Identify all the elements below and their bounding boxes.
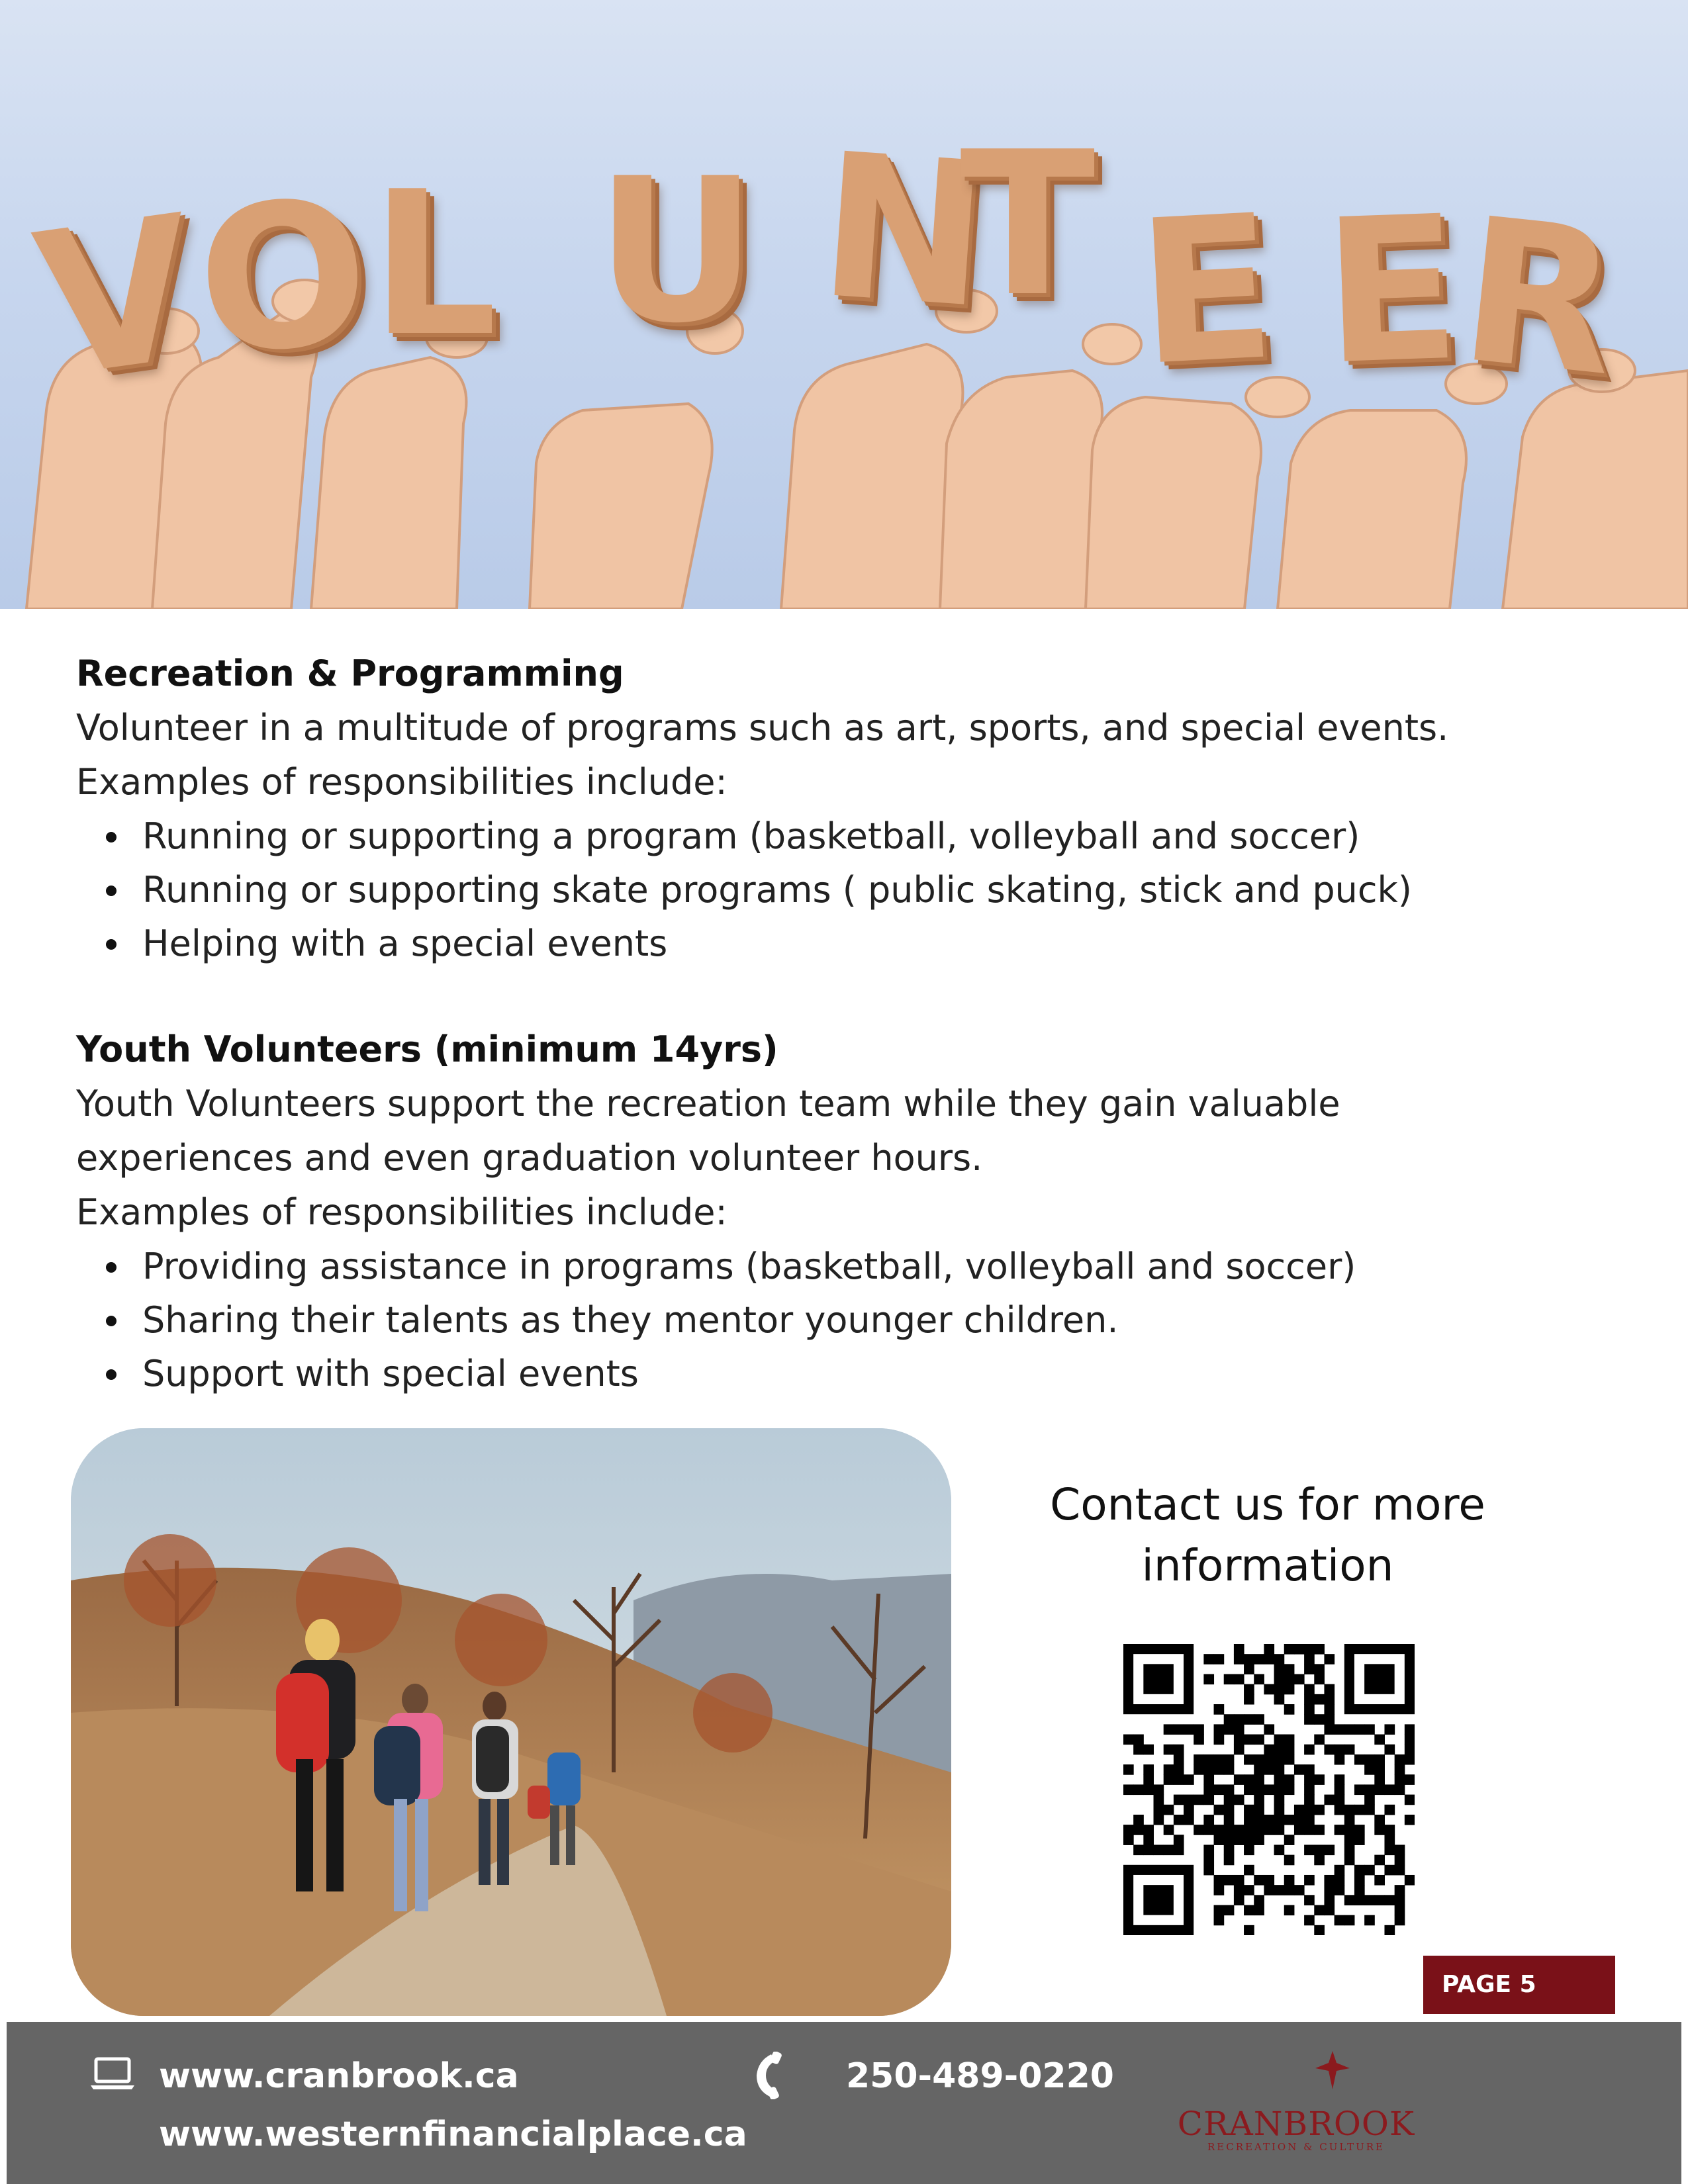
youth-list xyxy=(76,1240,1612,1400)
list-item: Running or supporting a program (basketball, volleyball and soccer) xyxy=(76,809,1612,863)
qr-code[interactable] xyxy=(1123,1644,1415,1935)
hero-letter: O xyxy=(191,156,375,399)
hiking-photo xyxy=(71,1428,951,2016)
phone-number[interactable]: 250-489-0220 xyxy=(846,2056,1114,2096)
recreation-section xyxy=(76,647,1612,970)
hero-letter: T xyxy=(960,109,1096,340)
recreation-intro: Volunteer in a multitude of programs such as art, sports, and special events. xyxy=(76,707,1449,749)
hero-letter: V xyxy=(24,172,209,423)
page-number-badge: PAGE 5 xyxy=(1423,1956,1615,2014)
phone-icon xyxy=(751,2052,784,2099)
contact-line-1: Contact us for more xyxy=(1050,1479,1485,1530)
recreation-list xyxy=(76,809,1612,970)
volunteer-wood-letters xyxy=(0,0,1688,609)
contact-heading xyxy=(993,1475,1542,1596)
hero-letter: E xyxy=(1132,171,1280,410)
hero-letter: R xyxy=(1451,174,1628,421)
list-item: Running or supporting skate programs ( public skating, stick and puck) xyxy=(76,863,1612,917)
website-link-western-financial-place[interactable]: www.westernfinancialplace.ca xyxy=(159,2115,747,2154)
youth-intro-line-2: experiences and even graduation volunteer hours. xyxy=(76,1137,983,1179)
youth-examples-label: Examples of responsibilities include: xyxy=(76,1191,727,1233)
list-item: Support with special events xyxy=(76,1347,1612,1400)
hero-letter: U xyxy=(596,136,757,367)
website-link-cranbrook[interactable]: www.cranbrook.ca xyxy=(159,2056,519,2096)
youth-intro-line-1: Youth Volunteers support the recreation team while they gain valuable xyxy=(76,1083,1340,1124)
recreation-examples-label: Examples of responsibilities include: xyxy=(76,761,727,803)
contact-line-2: information xyxy=(1141,1540,1394,1591)
youth-section xyxy=(76,1023,1612,1400)
bird-logo-icon xyxy=(1313,2048,1352,2092)
cranbrook-logo-text: CRANBROOK xyxy=(1177,2105,1415,2143)
hero-letter: L xyxy=(371,149,498,380)
recreation-title: Recreation & Programming xyxy=(76,653,624,694)
list-item: Sharing their talents as they mentor younger children. xyxy=(76,1293,1612,1347)
list-item: Helping with a special events xyxy=(76,917,1612,970)
hero-letter: E xyxy=(1319,173,1464,409)
hero-letter: N xyxy=(813,110,995,353)
list-item: Providing assistance in programs (basketball, volleyball and soccer) xyxy=(76,1240,1612,1293)
hero-banner xyxy=(0,0,1688,609)
hiking-illustration xyxy=(71,1428,951,2016)
qr-code-graphic xyxy=(1123,1644,1415,1935)
footer-bar xyxy=(7,2022,1681,2184)
cranbrook-logo-subtext: RECREATION & CULTURE xyxy=(1207,2141,1385,2153)
youth-title: Youth Volunteers (minimum 14yrs) xyxy=(76,1028,778,1070)
laptop-icon xyxy=(89,2056,136,2091)
